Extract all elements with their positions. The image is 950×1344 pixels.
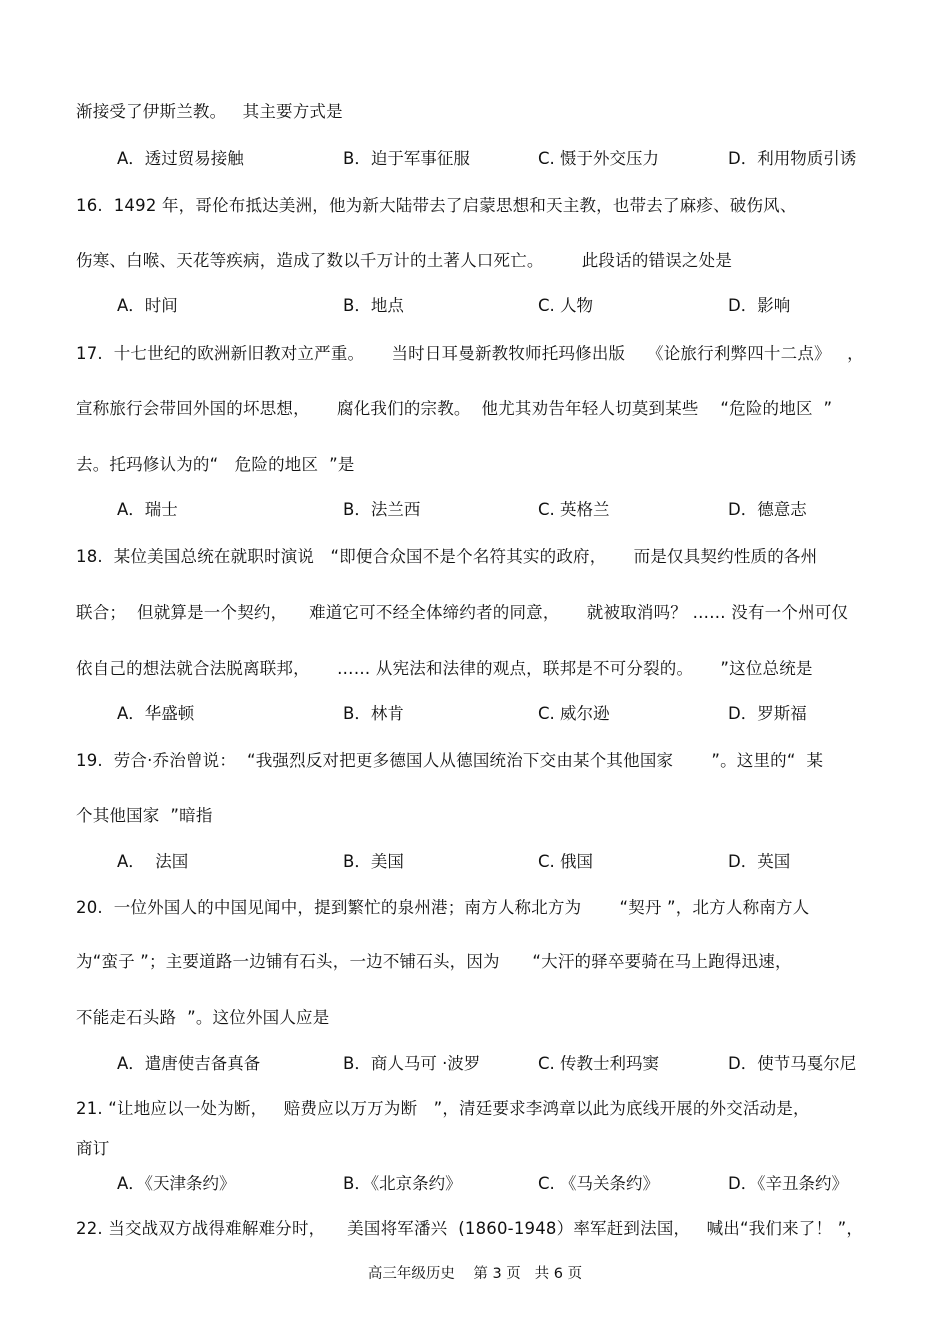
q21-option-c: C. 《马关条约》	[538, 1174, 660, 1193]
q18-stem-line-1: 18. 某位美国总统在就职时演说 “即便合众国不是个名符其实的政府， 而是仅具契约性质的各州	[76, 547, 818, 566]
q17-option-c: C. 英格兰	[538, 500, 610, 519]
q15-option-d: D．利用物质引诱	[728, 149, 857, 168]
q17-option-d: D．德意志	[728, 500, 807, 519]
q19-option-c: C. 俄国	[538, 852, 594, 871]
q21-option-b: B．《北京条约》	[343, 1174, 462, 1193]
q16-option-c: C. 人物	[538, 296, 594, 315]
q18-option-b: B．林肯	[343, 704, 404, 723]
q19-option-d: D．英国	[728, 852, 791, 871]
q18-stem-line-3: 依自己的想法就合法脱离联邦， …… 从宪法和法律的观点，联邦是不可分裂的。 ”这位总统是	[76, 659, 813, 678]
q20-option-a: A．遣唐使吉备真备	[117, 1054, 261, 1073]
q20-option-b: B．商人马可 ·波罗	[343, 1054, 481, 1073]
q17-option-a: A．瑞士	[117, 500, 178, 519]
q21-option-a: A．《天津条约》	[117, 1174, 236, 1193]
q19-option-b: B．美国	[343, 852, 404, 871]
q20-stem-line-3: 不能走石头路 ”。这位外国人应是	[76, 1008, 330, 1027]
q15-option-c: C. 慑于外交压力	[538, 149, 660, 168]
q16-option-a: A．时间	[117, 296, 178, 315]
q16-stem-line-2: 伤寒、白喉、天花等疾病，造成了数以千万计的土著人口死亡。 此段话的错误之处是	[76, 251, 733, 270]
q19-option-a: A． 法国	[117, 852, 189, 871]
q17-stem-line-3: 去。托玛修认为的“ 危险的地区 ”是	[76, 455, 355, 474]
q17-stem-line-2: 宣称旅行会带回外国的坏思想， 腐化我们的宗教。 他尤其劝告年轻人切莫到某些 “危险的地区 ”	[76, 399, 833, 418]
q19-stem-line-1: 19. 劳合·乔治曾说： “我强烈反对把更多德国人从德国统治下交由某个其他国家 ”。这里的“ 某	[76, 751, 824, 770]
q21-stem-line-2: 商订	[76, 1139, 110, 1158]
q20-option-c: C. 传教士利玛窦	[538, 1054, 660, 1073]
q20-option-d: D．使节马戛尔尼	[728, 1054, 857, 1073]
q21-stem-line-1: 21. “让地应以一处为断， 赔费应以万万为断 ”，清廷要求李鸿章以此为底线开展的外交活动是，	[76, 1099, 810, 1118]
q19-stem-line-2: 个其他国家 ”暗指	[76, 806, 213, 825]
q15-option-b: B．迫于军事征服	[343, 149, 470, 168]
q16-option-d: D．影响	[728, 296, 791, 315]
q18-stem-line-2: 联合； 但就算是一个契约， 难道它可不经全体缔约者的同意， 就被取消吗？ …… 没有一个州可仅	[76, 603, 849, 622]
q22-stem-line-1: 22. 当交战双方战得难解难分时， 美国将军潘兴 (1860-1948）率军赶到法国， 喊出“我们来了！ ”，	[76, 1219, 864, 1238]
q16-option-b: B．地点	[343, 296, 404, 315]
page-footer: 高三年级历史 第 3 页 共 6 页	[367, 1266, 583, 1282]
q16-stem-line-1: 16. 1492 年，哥伦布抵达美洲，他为新大陆带去了启蒙思想和天主教，也带去了麻疹、破伤风、	[76, 196, 797, 215]
q20-stem-line-2: 为“蛮子 ”；主要道路一边铺有石头，一边不铺石头，因为 “大汗的驿卒要骑在马上跑得迅速，	[76, 952, 792, 971]
q18-option-a: A．华盛顿	[117, 704, 195, 723]
q15-option-a: A．透过贸易接触	[117, 149, 244, 168]
q20-stem-line-1: 20. 一位外国人的中国见闻中，提到繁忙的泉州港；南方人称北方为 “契丹 ”，北方人称南方人	[76, 898, 810, 917]
q21-option-d: D．《辛丑条约》	[728, 1174, 848, 1193]
q18-option-d: D．罗斯福	[728, 704, 807, 723]
q18-option-c: C. 威尔逊	[538, 704, 610, 723]
q17-stem-line-1: 17. 十七世纪的欧洲新旧教对立严重。 当时日耳曼新教牧师托玛修出版 《论旅行利弊四十二点》 ，	[76, 344, 864, 363]
q17-option-b: B．法兰西	[343, 500, 421, 519]
q15-stem-line: 渐接受了伊斯兰教。 其主要方式是	[76, 102, 343, 121]
